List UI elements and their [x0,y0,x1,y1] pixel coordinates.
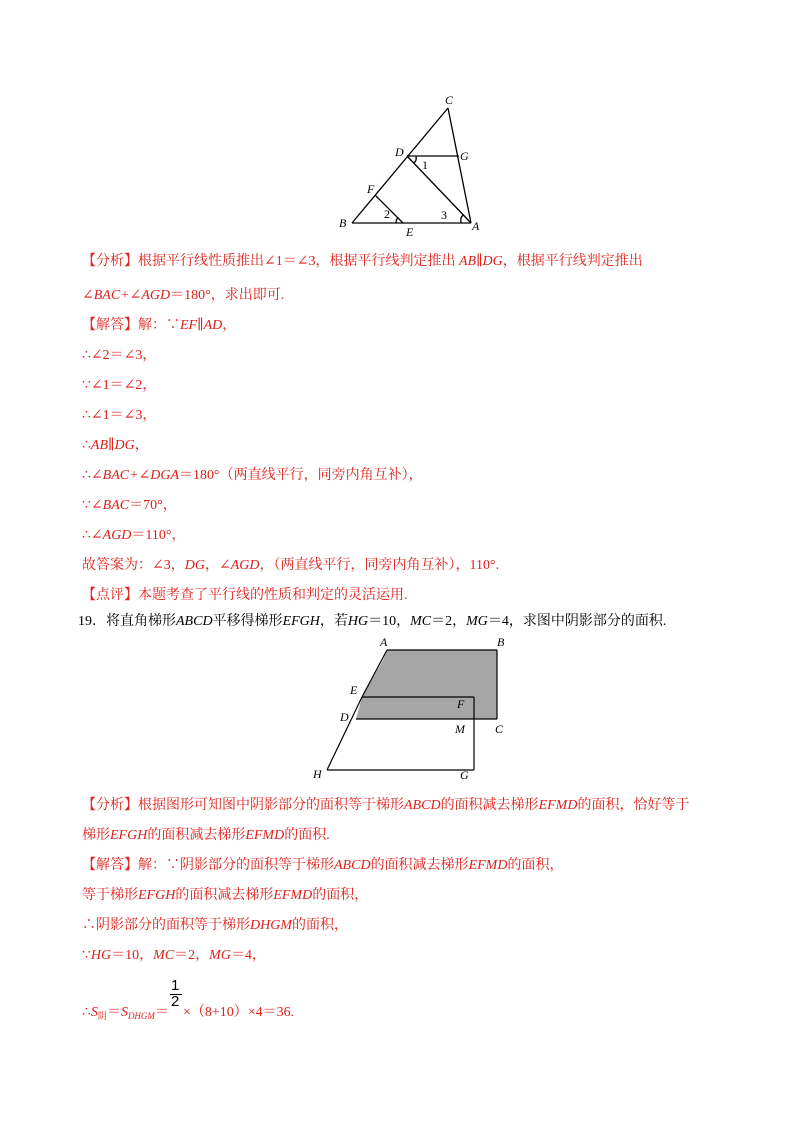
solution-tag: 【解答】 [82,858,138,873]
label-m: M [455,722,465,736]
label-f: F [457,697,465,711]
q18-solution-line5: ∴AB∥DG， [82,438,149,453]
q18-analysis-line2: ∠BAC+∠AGD＝180°，求出即可. [82,288,285,303]
segment-da [407,156,471,223]
side-bc [352,108,448,223]
shaded-region [356,650,497,719]
analysis-tag: 【分析】 [82,254,138,269]
label-a: A [472,219,480,233]
label-g: G [460,149,469,163]
side-ca [448,108,471,223]
q18-solution-line2: ∴∠2＝∠3， [82,348,157,363]
label-e: E [406,225,414,239]
label-b: B [497,636,505,649]
q19-solution-line4: ∵HG＝10，MC＝2，MG＝4， [82,948,266,963]
label-c: C [495,722,504,736]
angle-3-arc [461,215,464,223]
label-angle-1: 1 [422,158,428,172]
triangle-figure [330,90,490,240]
q18-answer-line: 故答案为：∠3，DG，∠AGD，（两直线平行，同旁内角互补），110°. [82,558,500,573]
q18-analysis-line1: 【分析】根据平行线性质推出∠1＝∠3，根据平行线判定推出 AB∥DG，根据平行线判定推出 [82,254,643,269]
q19-solution-line5: $\therefore S_阴=S_{DHGM}=$ $\frac{1}{2}$ ×（8+10）×4＝36. [82,977,295,1021]
q19-solution-line3: ∴阴影部分的面积等于梯形DHGM的面积， [82,918,348,933]
label-h: H [313,767,322,781]
label-angle-3: 3 [441,208,447,222]
q19-solution-line1: 【解答】解：∵阴影部分的面积等于梯形ABCD的面积减去梯形EFMD的面积， [82,858,564,873]
q18-solution-line6: ∴∠BAC+∠DGA＝180°（两直线平行，同旁内角互补）， [82,468,423,483]
label-a: A [380,636,388,649]
q18-solution-line8: ∴∠AGD＝110°， [82,528,186,543]
q18-solution-line1: 【解答】解：∵EF∥AD， [82,318,237,333]
question-number: 19． [78,614,106,629]
q18-solution-line4: ∴∠1＝∠3， [82,408,157,423]
label-g: G [460,768,469,782]
label-b: B [339,216,347,230]
analysis-tag: 【分析】 [82,798,138,813]
fraction-one-half: $\frac{1}{2}$ [169,996,183,1016]
segment-eh [327,697,362,770]
label-f: F [367,182,375,196]
label-c: C [445,93,454,107]
label-angle-2: 2 [384,207,390,221]
q19-analysis-line2: 梯形EFGH的面积减去梯形EFMD的面积. [82,828,330,843]
q18-comment-line: 【点评】本题考查了平行线的性质和判定的灵活运用. [82,588,408,603]
trapezoid-figure [310,636,520,786]
solution-tag: 【解答】 [82,318,138,333]
q19-question: 19．将直角梯形ABCD平移得梯形EFGH，若HG＝10，MC＝2，MG＝4，求图中阴影部分的面积. [78,614,667,629]
q18-solution-line3: ∵∠1＝∠2， [82,378,157,393]
comment-tag: 【点评】 [82,588,138,603]
label-e: E [350,683,358,697]
label-d: D [340,710,349,724]
q19-analysis-line1: 【分析】根据图形可知图中阴影部分的面积等于梯形ABCD的面积减去梯形EFMD的面积，恰好等于 [82,798,690,813]
q18-solution-line7: ∵∠BAC＝70°， [82,498,177,513]
label-d: D [395,145,404,159]
q19-solution-line2: 等于梯形EFGH的面积减去梯形EFMD的面积， [82,888,369,903]
